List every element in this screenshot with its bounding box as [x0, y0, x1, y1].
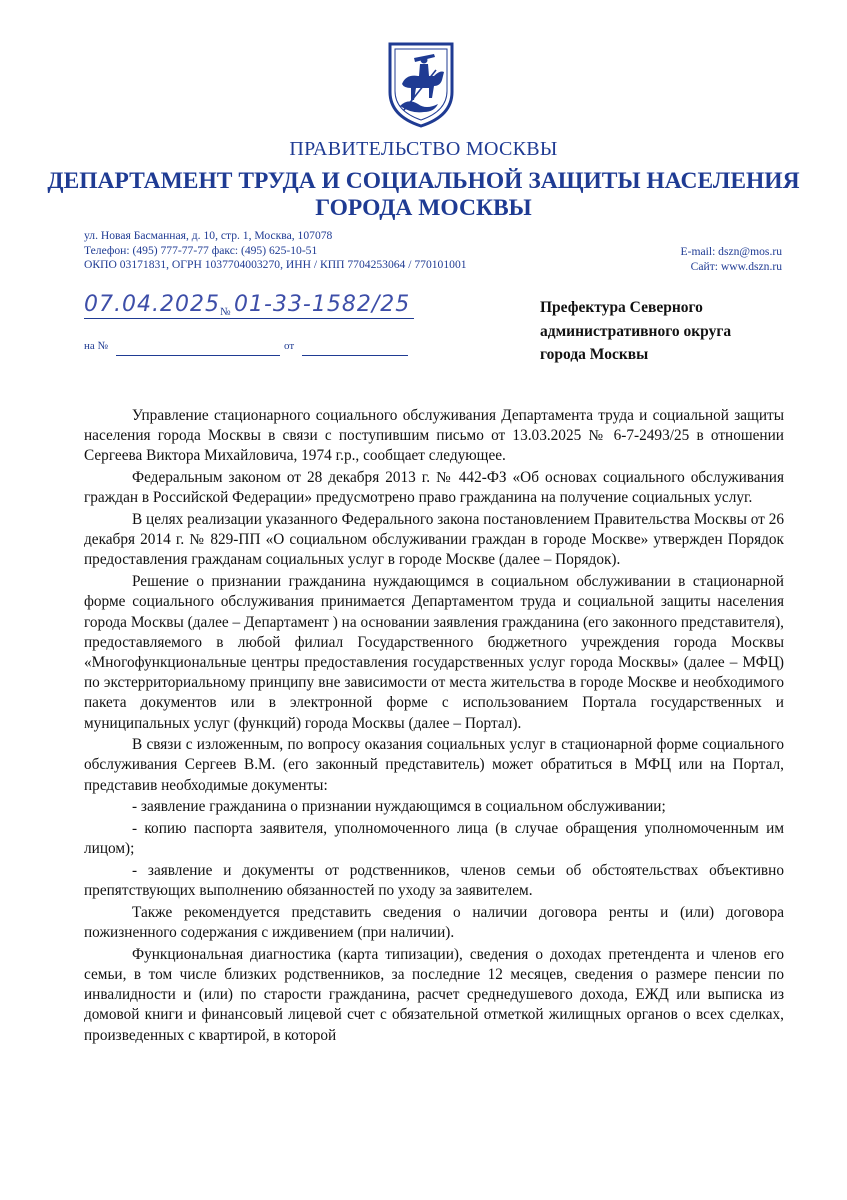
reference-date-line — [302, 355, 408, 356]
list-item-1: - заявление гражданина о признании нуждающимся в социальном обслуживании; — [132, 798, 666, 816]
moscow-coat-of-arms-icon — [384, 40, 458, 128]
contact-block-right — [681, 245, 782, 274]
recipient-block — [540, 296, 731, 367]
department-title — [0, 168, 847, 222]
government-title: ПРАВИТЕЛЬСТВО МОСКВЫ — [289, 138, 558, 160]
email: E-mail: dszn@mos.ru — [680, 245, 782, 258]
recipient-line3: города Москвы — [540, 346, 649, 363]
paragraph-5: В связи с изложенным, по вопросу оказания социальных услуг в стационарной форме социального обслуживания Сергеев В.М. (его законный представитель) может обратиться в МФЦ или на Портал, представив необходимые документы: — [84, 736, 784, 794]
registration-date: 07.04.2025 — [84, 292, 220, 317]
reference-from-label: от — [284, 340, 295, 352]
paragraph-3: В целях реализации указанного Федерального закона постановлением Правительства Москвы от 26 декабря 2014 г. № 829-ПП «О социальном обслуживании граждан в городе Москве» утвержден Порядок предоставления гражданам социальных услуг в городе Москве (далее – Порядок). — [84, 511, 784, 569]
reference-number-line — [116, 355, 280, 356]
website: Сайт: www.dszn.ru — [690, 259, 782, 273]
paragraph-4: Решение о признании гражданина нуждающимся в социальном обслуживании в стационарной форме социального обслуживания принимается Департаментом труда и социальной защиты населения города Москвы (далее – Департамент ) на основании заявления гражданина (его законного представителя), предоставляемого в любой филиал Государственного бюджетного учреждения города Москвы «Многофункциональные центры предоставления государственных услуг города Москвы» (далее – МФЦ) по экстерриториальному принципу вне зависимости от места жительства в городе Москве и необходимого пакета документов или в электронной форме с использованием Портала государственных и муниципальных услуг (функций) города Москвы (далее – Портал). — [84, 573, 784, 732]
paragraph-2: Федеральным законом от 28 декабря 2013 г. № 442-ФЗ «Об основах социального обслуживания граждан в Российской Федерации» предусмотрено право гражданина на получение социальных услуг. — [84, 469, 784, 507]
registration-underline — [84, 318, 414, 319]
reference-row — [84, 340, 295, 352]
paragraph-1: Управление стационарного социального обслуживания Департамента труда и социальной защиты населения города Москвы в связи с поступившим письмо от 13.03.2025 № 6-7-2493/25 в отношении Сергеева Виктора Михайловича, 1974 г.р., сообщает следующее. — [84, 407, 784, 465]
department-title-line2: ГОРОДА МОСКВЫ — [315, 195, 532, 221]
recipient-line2: административного округа — [540, 322, 732, 340]
registration-number-label: № — [220, 306, 231, 318]
letter-body — [84, 406, 784, 1047]
department-title-line1: ДЕПАРТАМЕНТ ТРУДА И СОЦИАЛЬНОЙ ЗАЩИТЫ НАСЕЛЕНИЯ — [47, 168, 800, 194]
phone-fax: Телефон: (495) 777-77-77 факс: (495) 625-10-51 — [84, 243, 318, 257]
contact-block-left — [84, 229, 467, 273]
paragraph-6: Также рекомендуется представить сведения о наличии договора ренты и (или) договора пожизненного содержания с иждивением (при наличии). — [84, 903, 784, 942]
recipient-line1: Префектура Северного — [540, 299, 703, 316]
address: ул. Новая Басманная, д. 10, стр. 1, Москва, 107078 — [84, 229, 333, 242]
paragraph-7: Функциональная диагностика (карта типизации), сведения о доходах претендента и членов его семьи, в том числе близких родственников, за последние 12 месяцев, сведения о размере пенсии по инвалидности и (или) по старости гражданина, расчет среднедушевого дохода, ЕЖД или выписка из домовой книги и финансовый лицевой счет с обязательной отметкой жилищных органов о всех сделках, произведенных с квартирой, в которой — [84, 945, 784, 1044]
reference-number-label: на № — [84, 340, 109, 352]
registry-codes: ОКПО 03171831, ОГРН 1037704003270, ИНН / КПП 7704253064 / 770101001 — [84, 258, 467, 271]
registration-number: 01-33-1582/25 — [234, 292, 411, 317]
list-item-2: - копию паспорта заявителя, уполномоченного лица (в случае обращения уполномоченным им лицом); — [84, 820, 784, 858]
list-item-3: - заявление и документы от родственников, членов семьи об обстоятельствах объективно препятствующих выполнению обязанностей по уходу за заявителем. — [84, 861, 784, 900]
